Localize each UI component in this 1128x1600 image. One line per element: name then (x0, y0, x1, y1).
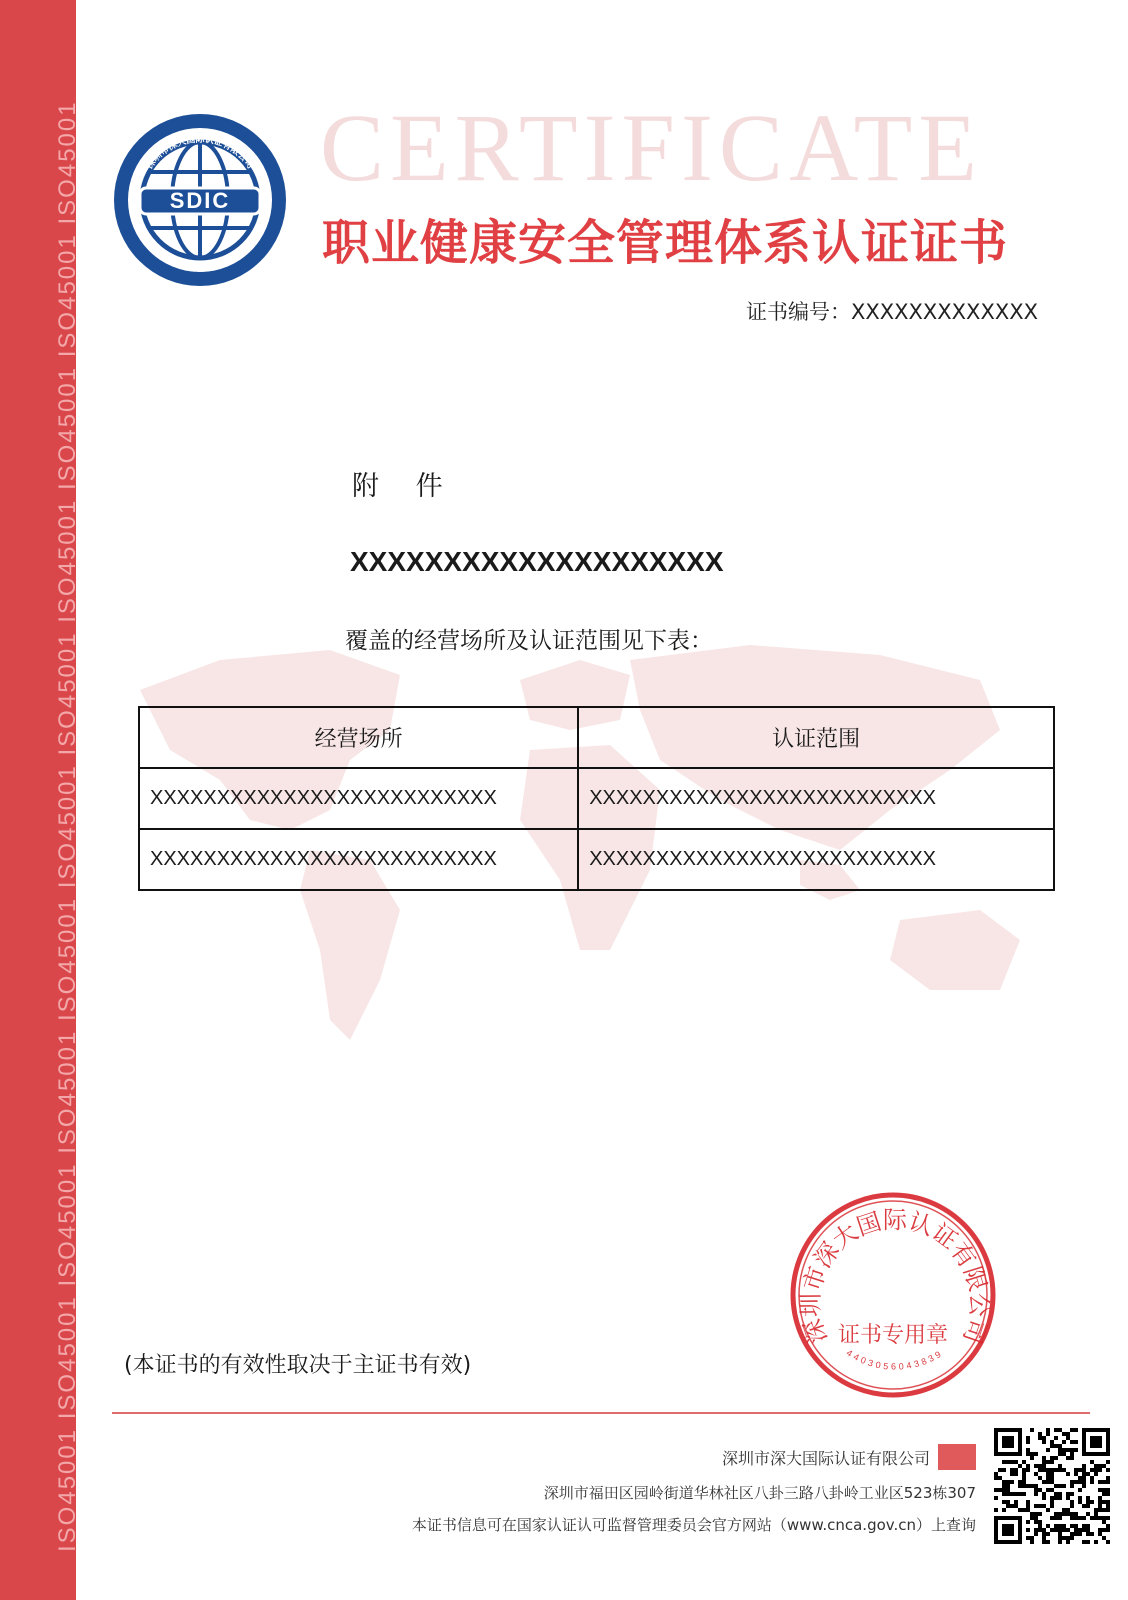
official-seal (788, 1190, 998, 1400)
footer-color-chip (938, 1444, 976, 1470)
logo-ring-cn: 深圳市深大国际认证有限公司 (145, 135, 255, 171)
seal-center-text: 证书专用章 (837, 1323, 949, 1348)
qr-code (994, 1428, 1110, 1544)
sdic-logo (112, 112, 288, 288)
footer-address: 深圳市福田区园岭街道华林社区八卦三路八卦岭工业区523栋307 (543, 1484, 976, 1502)
certificate-title: 职业健康安全管理体系认证证书 (322, 215, 1009, 271)
side-band-text: ISO45001 ISO45001 ISO45001 ISO45001 ISO45001 ISO45001 ISO45001 ISO45001 ISO45001 ISO45001 ISO45001 (54, 100, 81, 1552)
scope-intro: 覆盖的经营场所及认证范围见下表： (345, 628, 713, 654)
side-band (0, 0, 81, 1600)
svg-text:4403056043839 (845, 1348, 946, 1372)
table-cell-site: XXXXXXXXXXXXXXXXXXXXXXXXXX (139, 768, 578, 829)
logo-acronym: SDIC (169, 188, 231, 213)
footer-query-note: 本证书信息可在国家认证认可监督管理委员会官方网站（www.cnca.gov.cn）上查询 (411, 1516, 976, 1534)
column-header-site: 经营场所 (139, 707, 578, 768)
column-header-scope: 认证范围 (578, 707, 1054, 768)
table-cell-site: XXXXXXXXXXXXXXXXXXXXXXXXXX (139, 829, 578, 890)
organization-name: XXXXXXXXXXXXXXXXXXXX (350, 546, 724, 577)
table-row (139, 768, 1054, 829)
table-cell-scope: XXXXXXXXXXXXXXXXXXXXXXXXXX (578, 829, 1054, 890)
table-row (139, 829, 1054, 890)
seal-code: 4403056043839 (844, 1347, 946, 1372)
table-cell-scope: XXXXXXXXXXXXXXXXXXXXXXXXXX (578, 768, 1054, 829)
annex-heading: 附 件 (352, 471, 457, 502)
footer-divider (112, 1412, 1090, 1414)
table-header-row (139, 707, 1054, 768)
logo-ring-en: SHENZHEN SHENDA INTERNATIONAL CERTIFICATION CO.,LTD (138, 230, 262, 275)
scope-table (138, 706, 1055, 891)
footer-company: 深圳市深大国际认证有限公司 (721, 1449, 930, 1468)
validity-note: (本证书的有效性取决于主证书有效) (124, 1353, 472, 1378)
certificate-watermark: CERTIFICATE (320, 94, 983, 201)
seal-ring-text: 深圳市深大国际认证有限公司 (796, 1206, 994, 1348)
certificate-number: 证书编号：XXXXXXXXXXXXX (745, 300, 1038, 324)
